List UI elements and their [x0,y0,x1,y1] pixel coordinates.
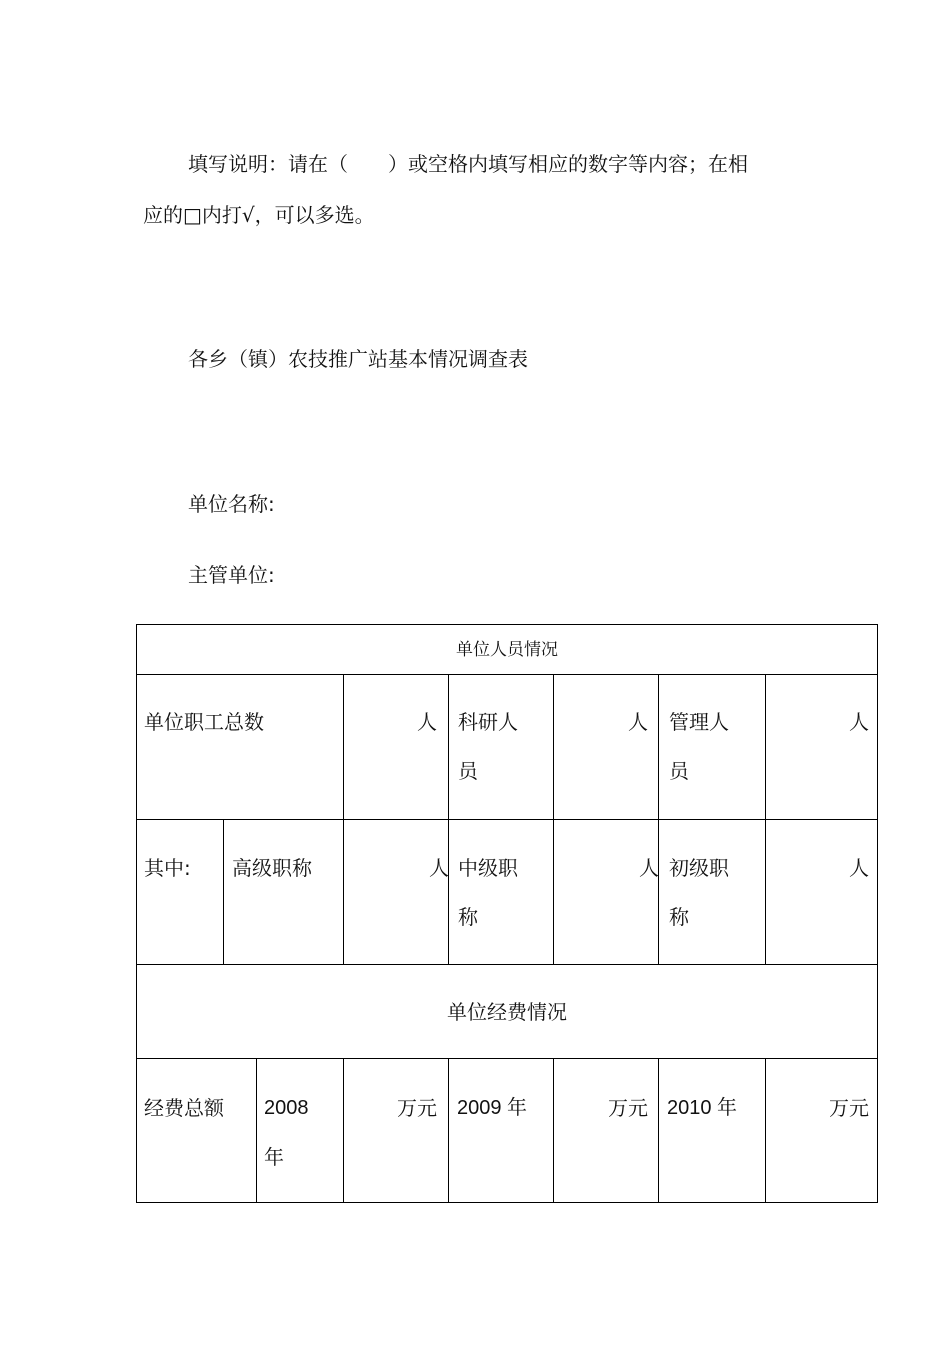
middle-title-label: 中级职 [458,856,518,880]
table-rule [136,819,878,820]
junior-title-label: 初级职 [669,856,729,880]
junior-title-label-cont: 称 [669,905,689,929]
total-staff-label: 单位职工总数 [144,710,264,734]
survey-table [136,624,878,1203]
table-rule [765,674,766,964]
unit-name-label: 单位名称: [188,492,275,516]
unit-person: 人 [628,710,648,734]
management-staff-label: 管理人 [669,710,729,734]
research-staff-label: 科研人 [458,710,518,734]
instructions-line-1: 填写说明：请在（ ）或空格内填写相应的数字等内容；在相 [188,152,748,176]
unit-person: 人 [639,856,659,880]
middle-title-label-cont: 称 [458,905,478,929]
table-rule [553,674,554,964]
table-rule [256,1058,257,1202]
funding-header: 单位经费情况 [447,1000,567,1024]
instructions-line-2: 应的□内打√，可以多选。 [143,203,375,227]
table-rule [658,674,659,964]
table-rule [136,1202,878,1203]
table-rule [136,964,878,965]
table-rule [765,1058,766,1202]
year-2009-label: 2009 年 [457,1097,528,1119]
total-funding-label: 经费总额 [144,1096,224,1120]
table-rule [136,1058,878,1059]
table-rule [553,1058,554,1202]
personnel-header: 单位人员情况 [456,640,558,660]
table-rule [448,1058,449,1202]
year-2010-label: 2010 年 [667,1097,738,1119]
unit-ten-thousand-yuan: 万元 [608,1096,648,1120]
table-rule [448,674,449,964]
table-rule [136,624,137,1203]
supervisor-label: 主管单位: [188,563,275,587]
among-label: 其中: [144,856,191,880]
table-rule [223,819,224,964]
table-rule [658,1058,659,1202]
unit-person: 人 [849,856,869,880]
year-2008-label: 2008 [264,1097,309,1119]
senior-title-label: 高级职称 [232,856,312,880]
table-rule [136,624,878,625]
table-rule [343,674,344,964]
table-rule [136,674,878,675]
unit-person: 人 [849,710,869,734]
unit-ten-thousand-yuan: 万元 [829,1096,869,1120]
unit-person: 人 [429,856,449,880]
page-title: 各乡（镇）农技推广站基本情况调查表 [188,347,528,371]
year-2008-label-cont: 年 [264,1145,284,1169]
research-staff-label-cont: 员 [458,759,478,783]
management-staff-label-cont: 员 [669,759,689,783]
unit-person: 人 [417,710,437,734]
table-rule [877,624,878,1203]
table-rule [343,1058,344,1202]
unit-ten-thousand-yuan: 万元 [397,1096,437,1120]
